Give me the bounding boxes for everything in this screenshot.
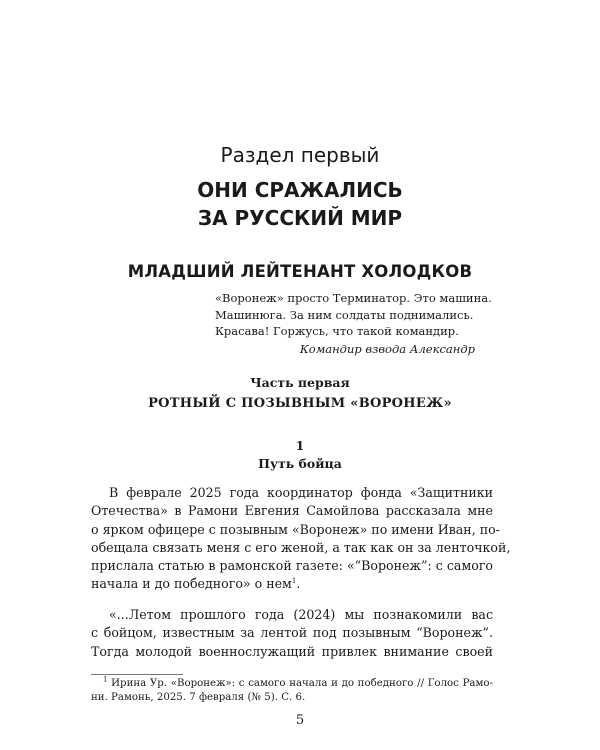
text-line-last [91,575,493,593]
subsection-title: Путь бойца [258,456,342,471]
epigraph-author: Командир взвода Александр [299,341,475,356]
text-line: В феврале 2025 года координатор фонда «Защитники [109,485,493,500]
epigraph [215,290,492,357]
text-line: Отечества» в Рамони Евгения Самойлова рассказала мне [91,503,493,519]
epigraph-line: «Воронеж» просто Терминатор. Это машина. [215,291,492,305]
epigraph-line: Машинюга. За ним солдаты поднимались. [215,307,474,322]
section-title-line: ЗА РУССКИЙ МИР [197,206,403,230]
text-line: Тогда молодой военнослужащий привлек внимание своей [91,643,493,659]
page-number: 5 [295,713,305,728]
subsection-number: 1 [295,438,305,453]
epigraph-line: Красава! Горжусь, что такой командир. [215,324,459,338]
section-label: Раздел первый [220,143,380,167]
text-line: о ярком офицере с позывным «Воронеж» по имени Иван, по- [91,521,500,537]
text-line: обещала связать меня с его женой, а так как он за ленточкой, [91,539,511,555]
section-title [0,176,600,232]
section-title-line: ОНИ СРАЖАЛИСЬ [197,178,403,202]
text-line: с бойцом, известным за лентой под позывным “Воронеж”. [91,625,493,641]
sentence-end: . [296,576,301,592]
part-label: Часть первая [250,375,350,390]
text-line-content: начала и до победного» о нем [91,576,292,592]
text-line: «...Летом прошлого года (2024) мы познакомили вас [109,607,493,622]
part-title: РОТНЫЙ С ПОЗЫВНЫМ «ВОРОНЕЖ» [148,396,452,411]
footnote-mark: 1 [103,675,108,684]
footnote-text: Ирина Ур. «Воронеж»: с самого начала и до победного // Голос Рамо- [111,678,493,689]
footnote [91,677,493,706]
footnote-reference[interactable]: 1 [291,577,297,586]
paragraph-1 [91,484,511,594]
chapter-title: МЛАДШИЙ ЛЕЙТЕНАНТ ХОЛОДКОВ [127,262,473,281]
paragraph-2 [91,606,493,661]
footnote-line [91,677,493,691]
footnote-line: ни. Рамонь, 2025. 7 февраля (№ 5). С. 6. [91,692,306,704]
text-line: прислала статью в рамонской газете: «“Воронеж”: с самого [91,558,493,574]
